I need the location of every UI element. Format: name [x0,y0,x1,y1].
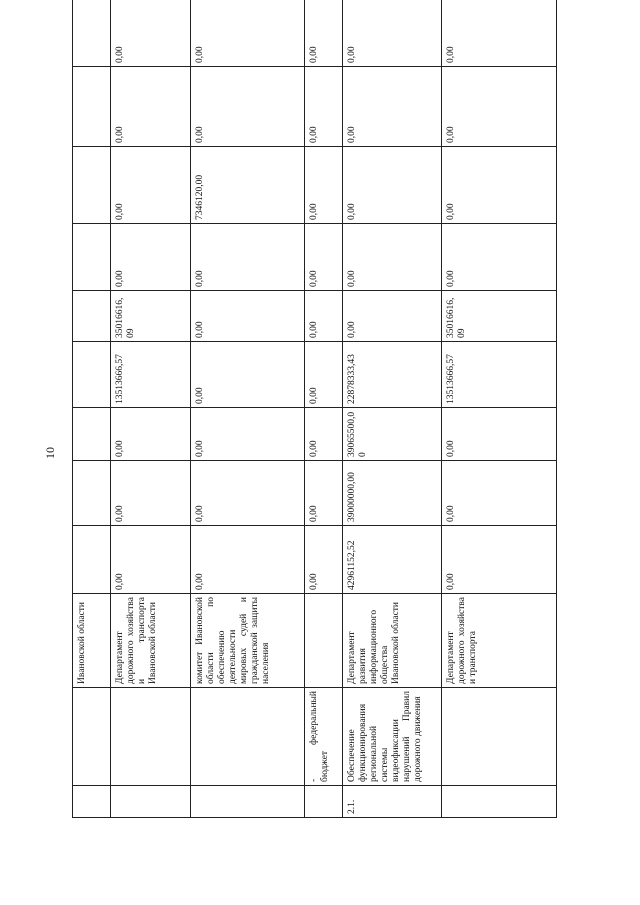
row-number [73,786,111,818]
value-cell [73,67,111,147]
table-row [343,0,442,818]
value-cell [73,291,111,342]
value-cell: 0,00 [343,0,442,67]
value-cell: 0,00 [442,526,557,594]
value-cell: 0,00 [111,224,191,291]
executor-name: Департамент дорожного хозяйства и транспорта [442,594,557,688]
executor-name: Департамент развития информационного общества Ивановской области [343,594,442,688]
value-cell: 0,00 [191,0,305,67]
value-cell: 0,00 [111,67,191,147]
value-cell [73,224,111,291]
value-cell: 0,00 [305,526,343,594]
activity-name [191,688,305,786]
value-cell: 0,00 [191,461,305,526]
value-cell: 0,00 [442,224,557,291]
activity-name [73,688,111,786]
executor-name: комитет Ивановской области по обеспечению деятельности мировых судей и гражданской защиты населения [191,594,305,688]
table-row [73,0,111,818]
page-number: 10 [43,447,57,459]
value-cell: 0,00 [442,147,557,224]
value-cell: 0,00 [305,408,343,461]
executor-name: Департамент дорожного хозяйства и транспорта Ивановской области [111,594,191,688]
executor-name: Ивановской области [73,594,111,688]
value-cell: 0,00 [442,408,557,461]
table-row [191,0,305,818]
value-cell [73,0,111,67]
value-cell: 39065500,00 [343,408,442,461]
value-cell: 0,00 [442,461,557,526]
value-cell: 0,00 [191,224,305,291]
value-cell: 35016616,09 [442,291,557,342]
value-cell: 13513666,57 [111,342,191,408]
value-cell: 0,00 [305,291,343,342]
program-financing-table [72,33,556,818]
activity-name: - федеральный бюджет [305,688,343,786]
row-number [191,786,305,818]
value-cell: 35016616,09 [111,291,191,342]
value-cell: 0,00 [191,67,305,147]
value-cell: 7346120,00 [191,147,305,224]
value-cell [73,147,111,224]
value-cell [73,408,111,461]
value-cell: 0,00 [191,408,305,461]
row-number [305,786,343,818]
value-cell: 0,00 [191,291,305,342]
value-cell: 22878333,43 [343,342,442,408]
value-cell: 0,00 [343,291,442,342]
value-cell [73,461,111,526]
value-cell: 0,00 [305,147,343,224]
value-cell: 0,00 [343,67,442,147]
activity-name: Обеспечение функционирования региональной системы видеофиксации нарушений Правил дорожного движения [343,688,442,786]
value-cell: 0,00 [343,224,442,291]
value-cell: 39000000,00 [343,461,442,526]
table-row [111,0,191,818]
value-cell: 0,00 [442,0,557,67]
value-cell: 13513666,57 [442,342,557,408]
row-number: 2.1. [343,786,442,818]
value-cell: 0,00 [442,67,557,147]
row-number [111,786,191,818]
value-cell: 0,00 [111,461,191,526]
financing-table [72,0,557,818]
value-cell: 0,00 [305,461,343,526]
value-cell: 0,00 [305,224,343,291]
value-cell: 0,00 [305,0,343,67]
value-cell [73,526,111,594]
value-cell: 0,00 [111,0,191,67]
activity-name [442,688,557,786]
value-cell: 0,00 [305,342,343,408]
value-cell: 0,00 [111,526,191,594]
row-number [442,786,557,818]
value-cell: 0,00 [111,408,191,461]
value-cell: 0,00 [305,67,343,147]
value-cell: 42961152,52 [343,526,442,594]
value-cell: 0,00 [343,147,442,224]
executor-name [305,594,343,688]
value-cell: 0,00 [191,526,305,594]
activity-name [111,688,191,786]
value-cell [73,342,111,408]
value-cell: 0,00 [191,342,305,408]
value-cell: 0,00 [111,147,191,224]
table-row [305,0,343,818]
table-row [442,0,557,818]
